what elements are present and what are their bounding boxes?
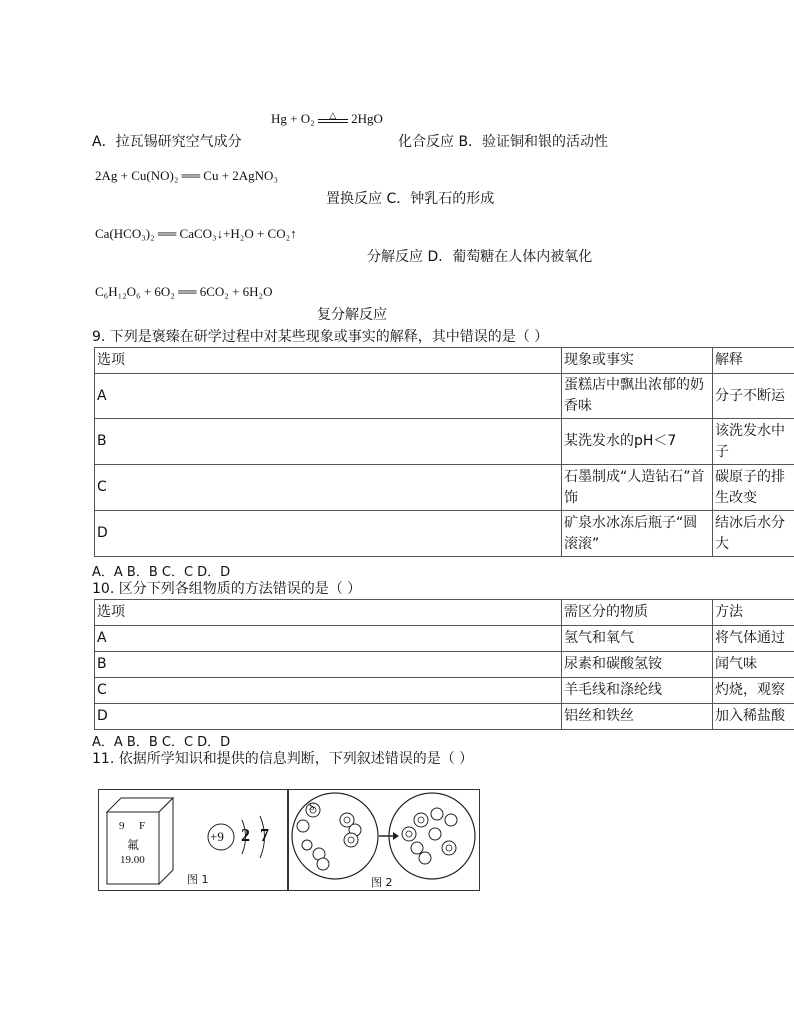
row-explanation: 结冰后水分大: [713, 511, 794, 557]
table-row: [95, 374, 794, 419]
row-option: B: [95, 652, 562, 678]
question-10-stem: 10. 区分下列各组物质的方法错误的是（ ）: [92, 581, 362, 597]
question-9-stem: 9. 下列是褒臻在研学过程中对某些现象或事实的解释，其中错误的是（ ）: [92, 329, 549, 345]
row-option: D: [95, 704, 562, 730]
type-d: 复分解反应: [317, 307, 387, 323]
header-option: 选项: [95, 600, 562, 626]
equation-a: [271, 111, 383, 127]
header-explanation: 解释: [713, 348, 794, 374]
header-fact: 现象或事实: [562, 348, 713, 374]
row-option: C: [95, 678, 562, 704]
equation-a-reactants: Hg + O₂: [271, 111, 315, 126]
row-fact: 某洗发水的pH＜7: [562, 419, 713, 465]
option-a-label: A．拉瓦锡研究空气成分: [92, 134, 242, 150]
equation-a-product: 2HgO: [351, 111, 383, 126]
figure-2-caption: 图 2: [371, 876, 393, 889]
header-substances: 需区分的物质: [562, 600, 713, 626]
element-symbol: F: [139, 820, 146, 832]
table-row: [95, 419, 794, 465]
figure-1: [98, 789, 288, 891]
question-10-table: [94, 599, 794, 730]
row-fact: 矿泉水冰冻后瓶子“圆滚滚”: [562, 511, 713, 557]
question-10-answers: A．A B．B C．C D．D: [92, 735, 231, 750]
figure-1-caption: 图 1: [187, 873, 209, 886]
row-option: A: [95, 626, 562, 652]
table-row: [95, 704, 794, 730]
atomic-mass: 19.00: [120, 854, 145, 866]
table-header-row: [95, 348, 794, 374]
element-name: 氟: [127, 838, 140, 852]
row-substances: 羊毛线和涤纶线: [562, 678, 713, 704]
row-method: 将气体通过: [713, 626, 794, 652]
question-11-stem: 11. 依据所学知识和提供的信息判断，下列叙述错误的是（ ）: [92, 751, 474, 767]
row-substances: 氢气和氧气: [562, 626, 713, 652]
row-method: 加入稀盐酸: [713, 704, 794, 730]
table-row: [95, 678, 794, 704]
row-option: B: [95, 419, 562, 465]
row-explanation: 该洗发水中子: [713, 419, 794, 465]
row-option: C: [95, 465, 562, 511]
table-row: [95, 511, 794, 557]
type-b-next: 置换反应 C．钟乳石的形成: [326, 191, 495, 207]
equation-c: Ca(HCO₃)₂ ══ CaCO₃↓+H₂O + CO₂↑: [95, 226, 297, 241]
row-option: A: [95, 374, 562, 419]
header-option: 选项: [95, 348, 562, 374]
table-row: [95, 626, 794, 652]
nucleus-charge: +9: [210, 829, 224, 844]
question-9-answers: A．A B．B C．C D．D: [92, 565, 231, 580]
table-row: [95, 652, 794, 678]
row-fact: 石墨制成“人造钻石”首饰: [562, 465, 713, 511]
type-c-next: 分解反应 D．葡萄糖在人体内被氧化: [367, 249, 593, 265]
row-option: D: [95, 511, 562, 557]
sulfur-atom-label: S: [309, 802, 315, 813]
question-9-table: [94, 347, 794, 557]
atomic-number: 9: [119, 820, 125, 832]
header-method: 方法: [713, 600, 794, 626]
row-method: 闻气味: [713, 652, 794, 678]
equation-b: 2Ag + Cu(NO)₂ ══ Cu + 2AgNO₃: [95, 168, 278, 183]
shell-2-electrons: 7: [260, 825, 269, 845]
heat-condition: △: [329, 110, 337, 120]
row-explanation: 碳原子的排生改变: [713, 465, 794, 511]
table-header-row: [95, 600, 794, 626]
figure-2: [288, 789, 480, 891]
shell-1-electrons: 2: [241, 825, 250, 845]
type-a-next: 化合反应 B．验证铜和银的活动性: [398, 134, 609, 150]
row-substances: 尿素和碳酸氢铵: [562, 652, 713, 678]
row-explanation: 分子不断运: [713, 374, 794, 419]
table-row: [95, 465, 794, 511]
row-substances: 铝丝和铁丝: [562, 704, 713, 730]
row-fact: 蛋糕店中飘出浓郁的奶香味: [562, 374, 713, 419]
row-method: 灼烧，观察: [713, 678, 794, 704]
equation-d: C₆H₁₂O₆ + 6O₂ ══ 6CO₂ + 6H₂O: [95, 284, 273, 299]
